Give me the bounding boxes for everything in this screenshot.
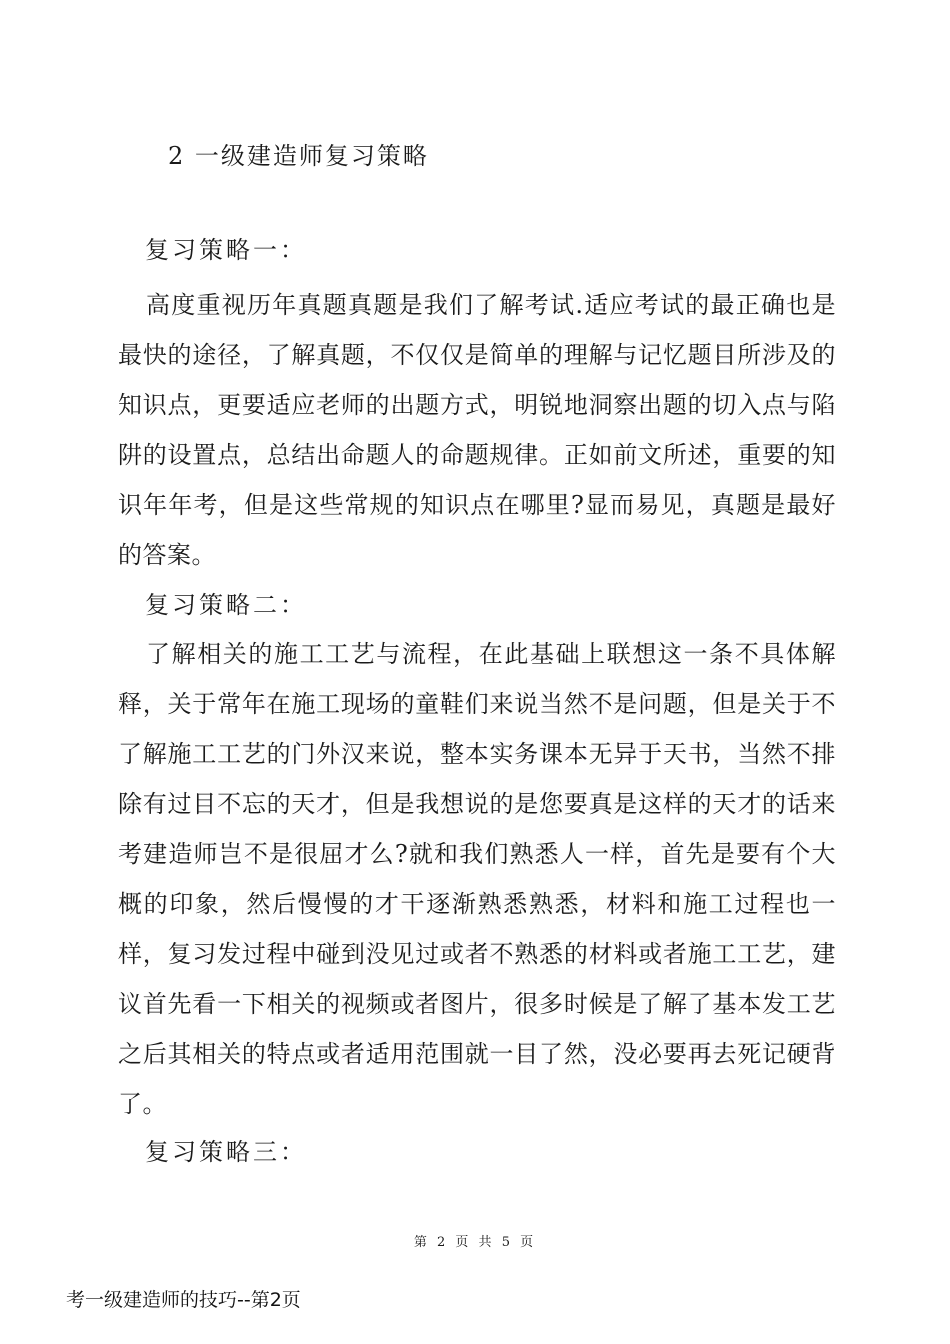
strategy-3-heading: 复习策略三： xyxy=(145,1138,307,1166)
strategy-2-paragraph: 了解相关的施工工艺与流程，在此基础上联想这一条不具体解释，关于常年在施工现场的童鞋们来说当然不是问题，但是关于不了解施工工艺的门外汉来说，整本实务课本无异于天书，当然不排除有过目不忘的天才，但是我想说的是您要真是这样的天才的话来考建造师岂不是很屈才么?就和我们熟悉人一样，首先是要有个大概的印象，然后慢慢的才干逐渐熟悉熟悉，材料和施工过程也一样，复习发过程中碰到没见过或者不熟悉的材料或者施工工艺，建议首先看一下相关的视频或者图片，很多时候是了解了基本发工艺之后其相关的特点或者适用范围就一目了然，没必要再去死记硬背了。 xyxy=(118,640,836,1118)
section-title: 2 一级建造师复习策略 xyxy=(168,142,429,170)
strategy-1-heading: 复习策略一： xyxy=(145,236,307,264)
footer-caption: 考一级建造师的技巧--第2页 xyxy=(66,1289,301,1311)
strategy-1-paragraph: 高度重视历年真题真题是我们了解考试.适应考试的最正确也是最快的途径，了解真题，不仅仅是简单的理解与记忆题目所涉及的知识点，更要适应老师的出题方式，明锐地洞察出题的切入点与陷阱的设置点，总结出命题人的命题规律。正如前文所述，重要的知识年年考，但是这些常规的知识点在哪里?显而易见，真题是最好的答案。 xyxy=(118,291,836,569)
strategy-2-heading: 复习策略二： xyxy=(145,591,307,619)
page-number: 第 2 页 共 5 页 xyxy=(413,1235,537,1250)
